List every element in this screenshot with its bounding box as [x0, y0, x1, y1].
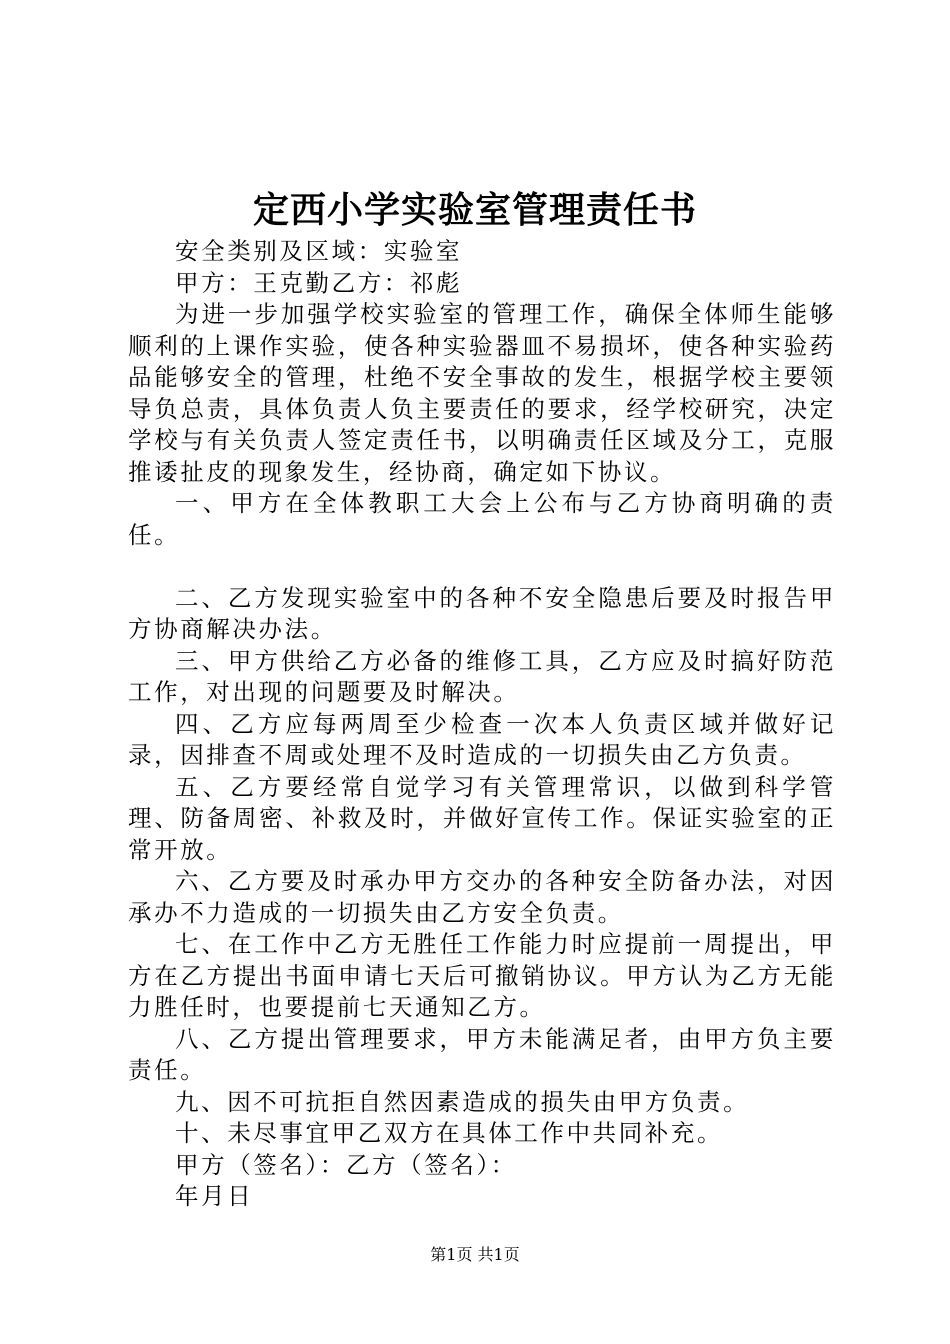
clause-3: 三、甲方供给乙方必备的维修工具，乙方应及时搞好防范工作，对出现的问题要及时解决。 — [128, 646, 836, 706]
safety-category-line: 安全类别及区域：实验室 — [175, 237, 463, 265]
clause-2: 二、乙方发现实验室中的各种不安全隐患后要及时报告甲方协商解决办法。 — [128, 583, 836, 643]
clause-5: 五、乙方要经常自觉学习有关管理常识，以做到科学管理、防备周密、补救及时，并做好宣传工作。保证实验室的正常开放。 — [128, 772, 836, 864]
clause-4: 四、乙方应每两周至少检查一次本人负责区域并做好记录，因排查不周或处理不及时造成的一切损失由乙方负责。 — [128, 709, 836, 769]
signature-line: 甲方（签名）：乙方（签名）： — [175, 1150, 517, 1179]
date-line: 年月日 — [175, 1182, 254, 1210]
clause-6: 六、乙方要及时承办甲方交办的各种安全防备办法，对因承办不力造成的一切损失由乙方安全负责。 — [128, 867, 836, 927]
clause-7: 七、在工作中乙方无胜任工作能力时应提前一周提出，甲方在乙方提出书面申请七天后可撤销协议。甲方认为乙方无能力胜任时，也要提前七天通知乙方。 — [128, 930, 836, 1021]
preamble-paragraph: 为进一步加强学校实验室的管理工作，确保全体师生能够顺利的上课作实验，使各种实验器皿不易损坏，使各种实验药品能够安全的管理，杜绝不安全事故的发生，根据学校主要领导负总责，具体负责人负主要责任的要求，经学校研究，决定学校与有关负责人签定责任书，以明确责任区域及分工，克服推诿扯皮的现象发生，经协商，确定如下协议。 — [128, 300, 836, 486]
clause-10: 十、未尽事宜甲乙双方在具体工作中共同补充。 — [175, 1119, 724, 1147]
parties-line: 甲方：王克勤乙方：祁彪 — [175, 268, 463, 297]
page-footer: 第1页 共1页 — [430, 1245, 520, 1264]
clause-1: 一、甲方在全体教职工大会上公布与乙方协商明确的责任。 — [128, 489, 836, 549]
page-title: 定西小学实验室管理责任书 — [252, 189, 697, 231]
paragraph-gap — [128, 551, 836, 583]
clause-8: 八、乙方提出管理要求，甲方未能满足者，由甲方负主要责任。 — [128, 1024, 836, 1084]
document-body — [128, 236, 836, 1213]
clause-9: 九、因不可抗拒自然因素造成的损失由甲方负责。 — [175, 1087, 750, 1116]
